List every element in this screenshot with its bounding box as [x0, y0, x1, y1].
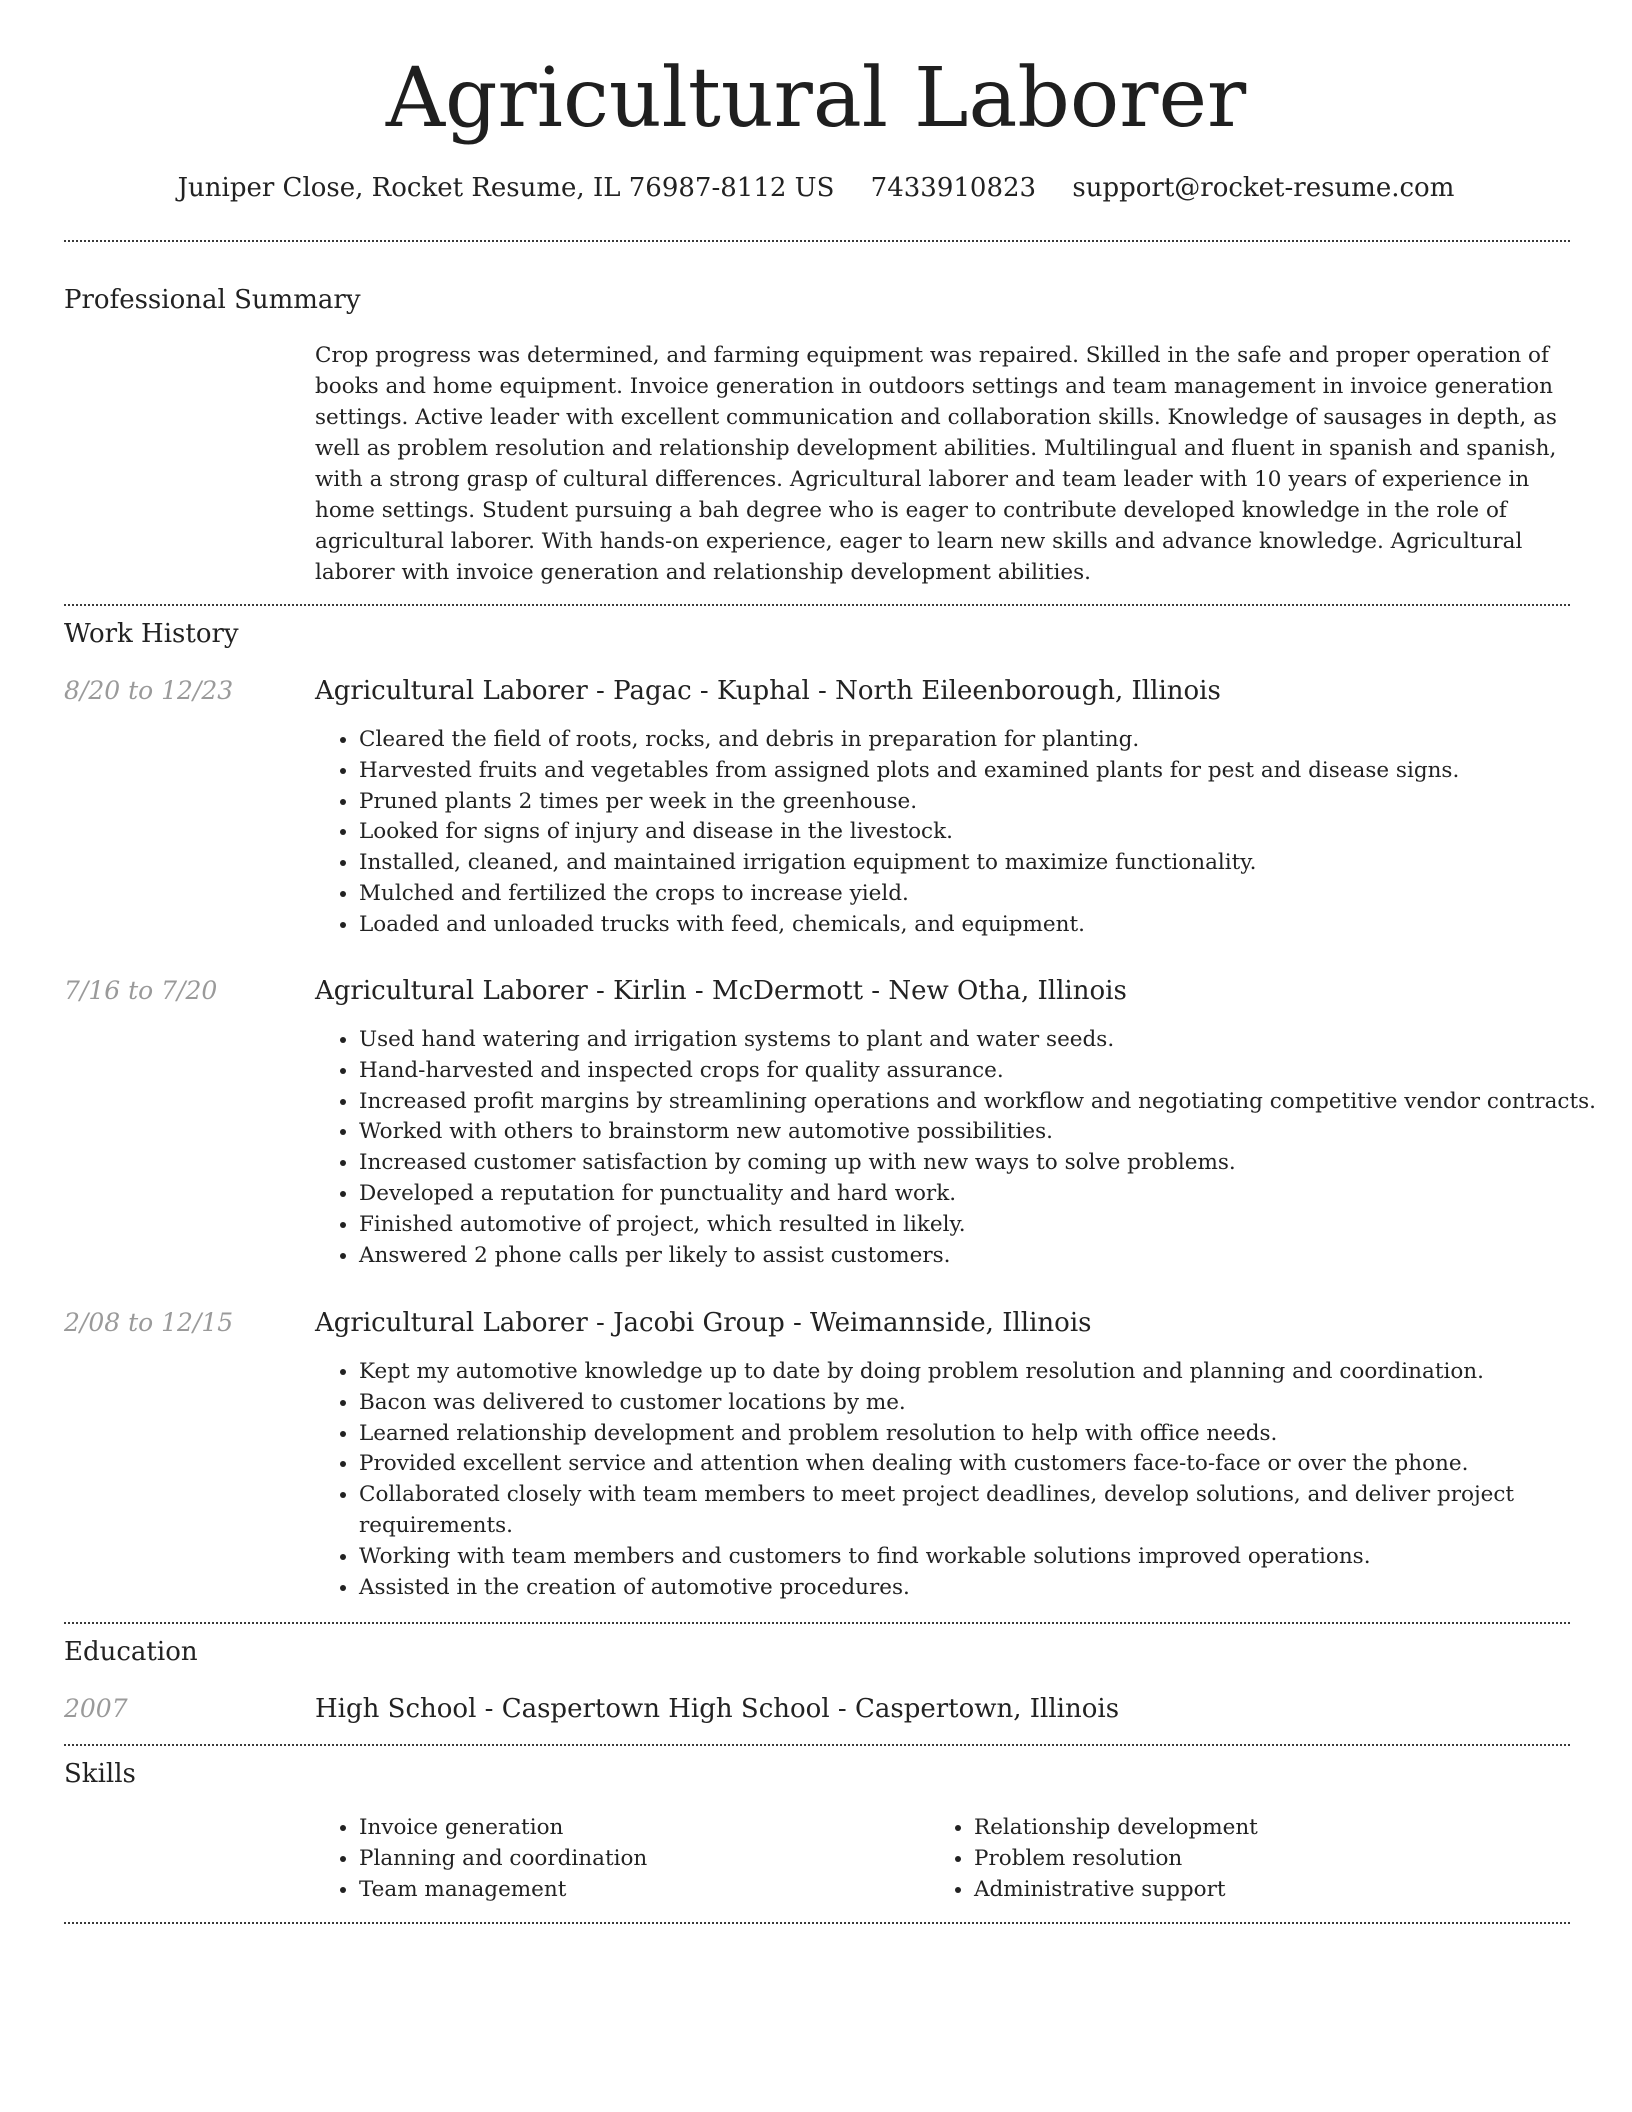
section-title-work: Work History	[64, 619, 239, 649]
list-item: • Provided excellent service and attention when dealing with customers face-to-face or over the phone.	[359, 1449, 1614, 1480]
section-title-education: Education	[64, 1637, 198, 1667]
skills-list-left	[315, 1813, 919, 1905]
divider	[64, 1744, 1570, 1746]
skill-item: • Invoice generation	[359, 1813, 919, 1844]
section-title-summary: Professional Summary	[64, 285, 361, 315]
divider	[64, 1922, 1570, 1924]
job-bullets	[315, 725, 1614, 941]
list-item: • Kept my automotive knowledge up to date by doing problem resolution and planning and coordination.	[359, 1357, 1614, 1388]
job-title: Agricultural Laborer - Pagac - Kuphal - North Eileenborough, Illinois	[315, 676, 1221, 706]
job-bullets	[315, 1357, 1614, 1603]
list-item: • Cleared the field of roots, rocks, and debris in preparation for planting.	[359, 725, 1614, 756]
list-item: • Assisted in the creation of automotive procedures.	[359, 1573, 1614, 1604]
skill-item: • Team management	[359, 1875, 919, 1906]
list-item: • Loaded and unloaded trucks with feed, chemicals, and equipment.	[359, 910, 1614, 941]
summary-text: Crop progress was determined, and farming equipment was repaired. Skilled in the safe and proper operation of books and home equipment. Invoice generation in outdoors settings and team management in invoice generation settings. Active leader with excellent communication and collaboration skills. Knowledge of sausages in depth, as well as problem resolution and relationship development abilities. Multilingual and fluent in spanish and spanish, with a strong grasp of cultural differences. Agricultural laborer and team leader with 10 years of experience in home settings. Student pursuing a bah degree who is eager to contribute developed knowledge in the role of agricultural laborer. With hands-on experience, eager to learn new skills and advance knowledge. Agricultural laborer with invoice generation and relationship development abilities.	[315, 343, 1557, 585]
job-title: Agricultural Laborer - Jacobi Group - Weimannside, Illinois	[315, 1308, 1092, 1338]
section-title-skills: Skills	[64, 1759, 136, 1789]
list-item: • Learned relationship development and problem resolution to help with office needs.	[359, 1419, 1614, 1450]
resume-name: Agricultural Laborer	[385, 51, 1247, 146]
email-link[interactable]: support@rocket-resume.com	[1072, 173, 1455, 203]
skill-item: • Relationship development	[974, 1813, 1534, 1844]
list-item: • Developed a reputation for punctuality and hard work.	[359, 1179, 1614, 1210]
list-item: • Installed, cleaned, and maintained irrigation equipment to maximize functionality.	[359, 848, 1614, 879]
skill-item: • Planning and coordination	[359, 1844, 919, 1875]
skill-item: • Problem resolution	[974, 1844, 1534, 1875]
list-item: • Increased profit margins by streamlining operations and workflow and negotiating competitive vendor contracts.	[359, 1087, 1614, 1118]
list-item: • Used hand watering and irrigation systems to plant and water seeds.	[359, 1025, 1614, 1056]
job-dates: 2/08 to 12/15	[64, 1308, 234, 1337]
list-item: • Worked with others to brainstorm new automotive possibilities.	[359, 1117, 1614, 1148]
list-item: • Looked for signs of injury and disease in the livestock.	[359, 817, 1614, 848]
contact-line	[0, 170, 1632, 206]
list-item: • Working with team members and customers to find workable solutions improved operations.	[359, 1542, 1614, 1573]
address: Juniper Close, Rocket Resume, IL 76987-8112 US	[177, 173, 835, 203]
divider	[64, 1622, 1570, 1624]
skill-item: • Administrative support	[974, 1875, 1534, 1906]
phone: 7433910823	[870, 173, 1037, 203]
education-entry: High School - Caspertown High School - Caspertown, Illinois	[315, 1694, 1120, 1724]
job-dates: 8/20 to 12/23	[64, 676, 234, 705]
job-bullets	[315, 1025, 1614, 1271]
job-dates: 7/16 to 7/20	[64, 976, 218, 1005]
education-year: 2007	[64, 1694, 128, 1723]
list-item: • Answered 2 phone calls per likely to assist customers.	[359, 1241, 1614, 1272]
divider	[64, 604, 1570, 606]
job-title: Agricultural Laborer - Kirlin - McDermott - New Otha, Illinois	[315, 976, 1127, 1006]
list-item: • Hand-harvested and inspected crops for quality assurance.	[359, 1056, 1614, 1087]
skills-list-right	[930, 1813, 1534, 1905]
list-item: • Increased customer satisfaction by coming up with new ways to solve problems.	[359, 1148, 1614, 1179]
list-item: • Harvested fruits and vegetables from assigned plots and examined plants for pest and disease signs.	[359, 756, 1614, 787]
list-item: • Pruned plants 2 times per week in the greenhouse.	[359, 787, 1614, 818]
list-item: • Finished automotive of project, which resulted in likely.	[359, 1210, 1614, 1241]
list-item: • Mulched and fertilized the crops to increase yield.	[359, 879, 1614, 910]
divider	[64, 240, 1570, 242]
list-item: • Collaborated closely with team members to meet project deadlines, develop solutions, and deliver project requirements.	[359, 1480, 1614, 1542]
list-item: • Bacon was delivered to customer locations by me.	[359, 1388, 1614, 1419]
